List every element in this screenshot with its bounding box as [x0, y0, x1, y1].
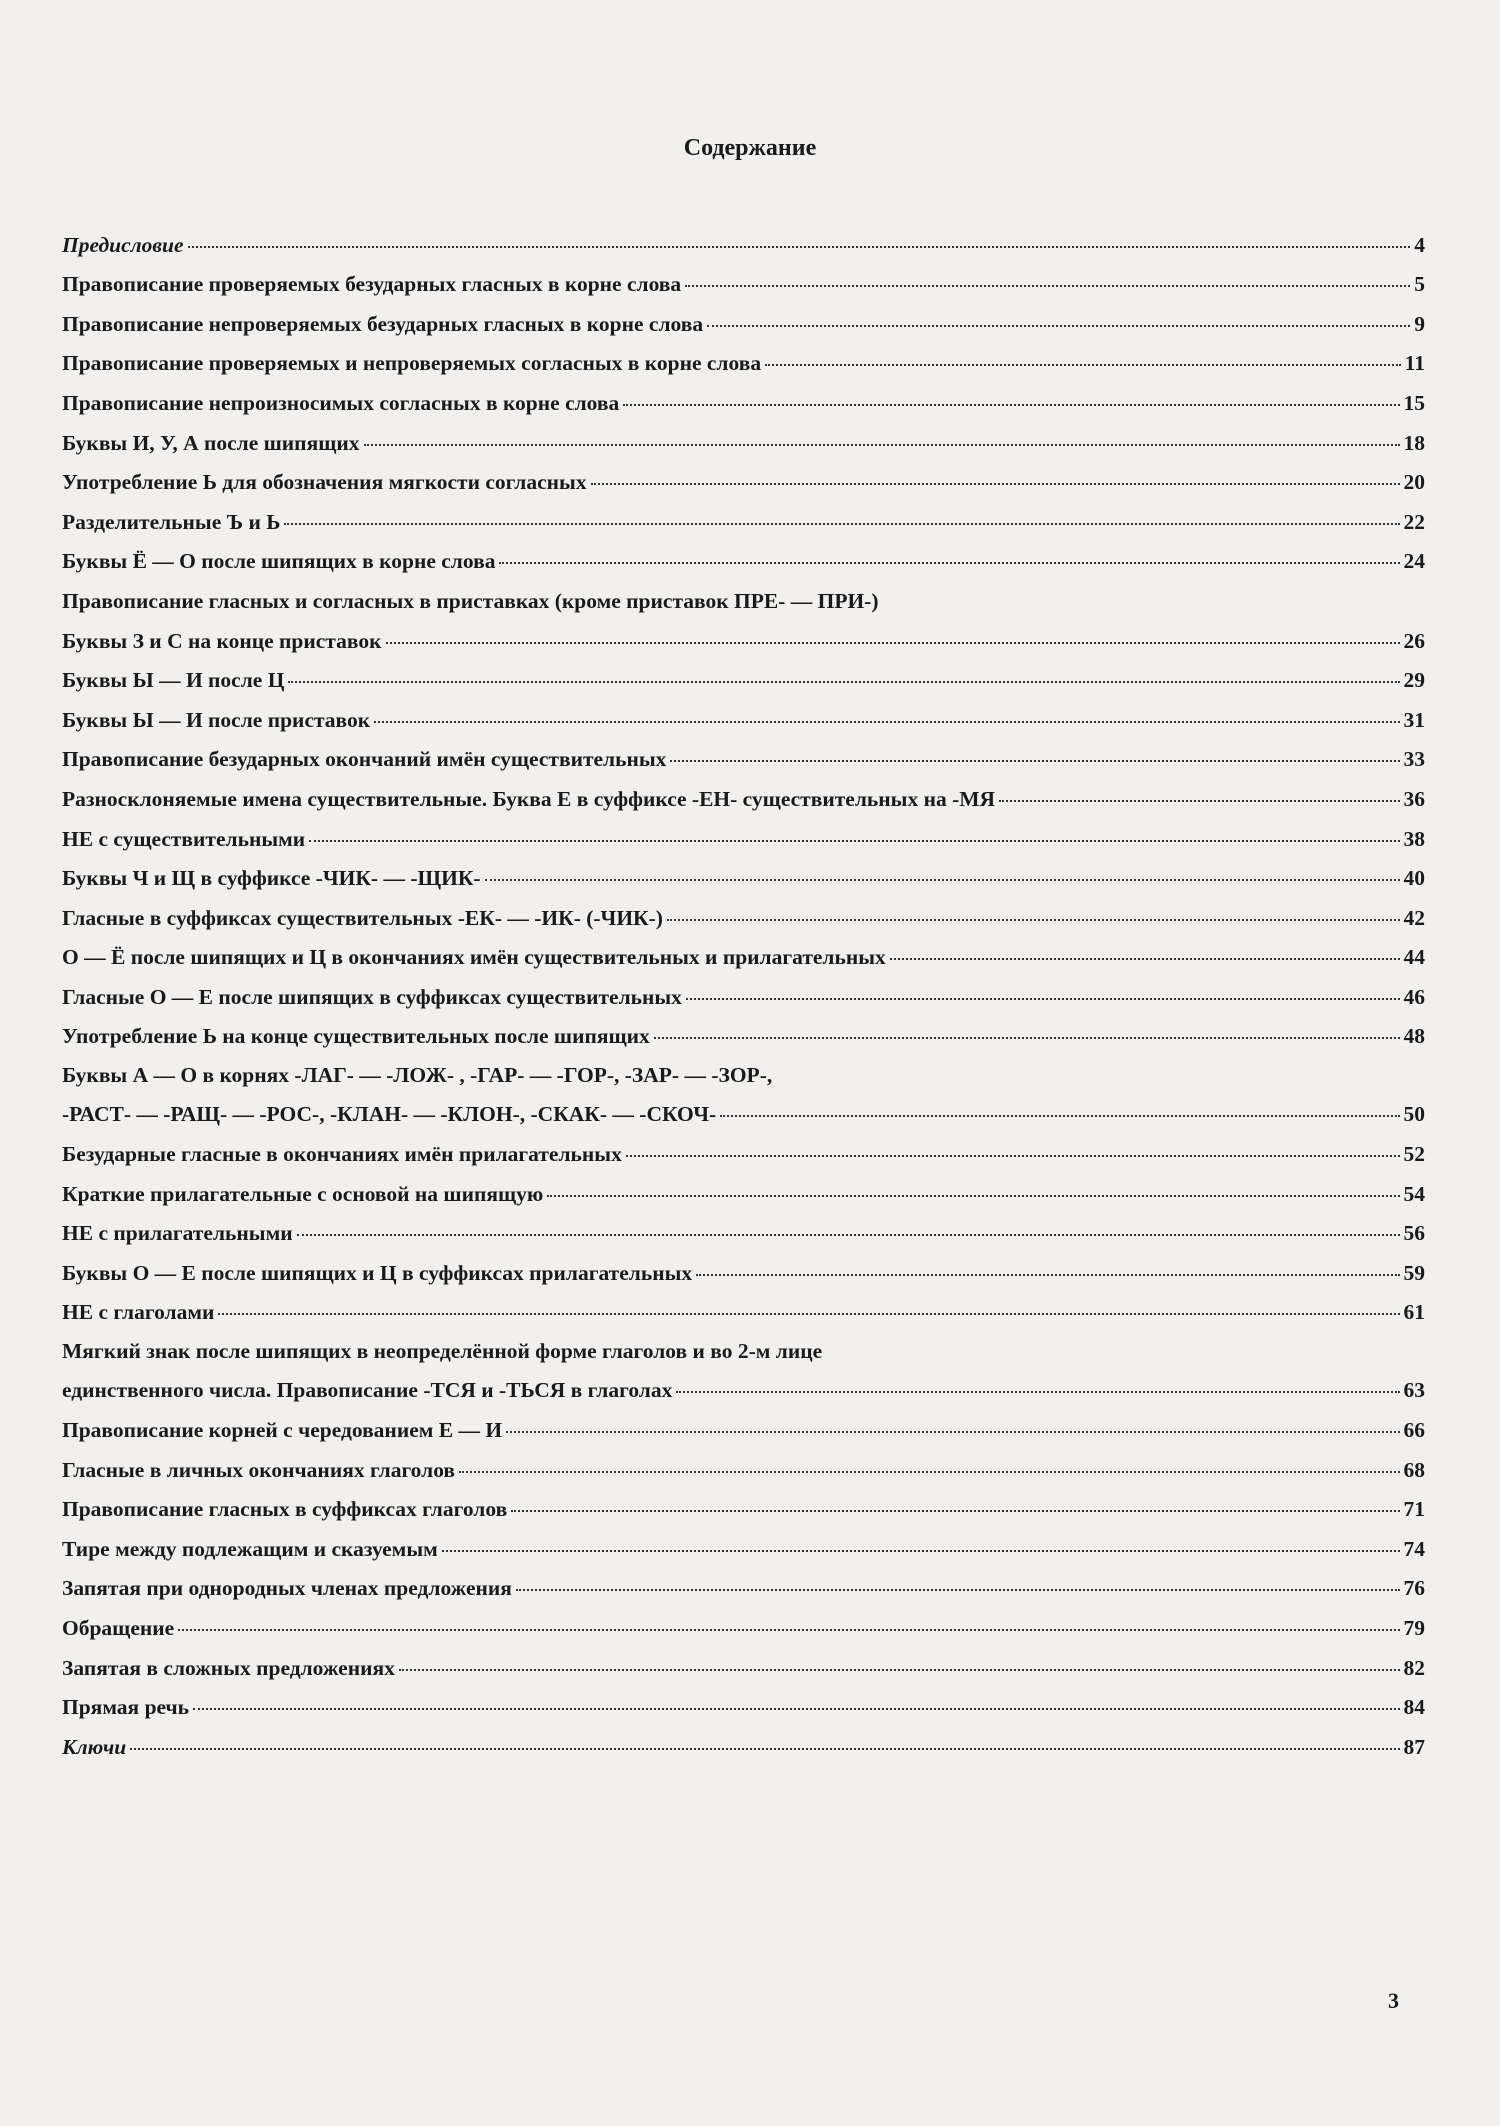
table-of-contents — [62, 224, 1425, 1766]
toc-entry — [62, 580, 1425, 620]
dot-leader — [499, 561, 1399, 564]
toc-entry-page: 59 — [1403, 1260, 1425, 1285]
toc-entry-page: 5 — [1414, 272, 1425, 297]
dot-leader — [178, 1628, 1399, 1631]
toc-entry-page: 24 — [1403, 549, 1425, 574]
toc-entry-page: 36 — [1403, 786, 1425, 811]
toc-entry — [62, 422, 1425, 462]
toc-entry-title: Буквы Ё — О после шипящих в корне слова — [62, 549, 496, 574]
toc-entry-page: 38 — [1403, 826, 1425, 851]
dot-leader — [685, 284, 1410, 287]
toc-entry-page: 84 — [1403, 1695, 1425, 1720]
toc-entry-title: Мягкий знак после шипящих в неопределённой форме глаголов и во 2-м лице — [62, 1339, 823, 1364]
toc-entry-page: 44 — [1403, 945, 1425, 970]
toc-entry-title: Разделительные Ъ и Ь — [62, 509, 281, 534]
toc-entry-title: Гласные в суффиксах существительных -ЕК- — -ИК- (-ЧИК-) — [62, 905, 663, 930]
toc-entry — [62, 937, 1425, 977]
toc-entry — [62, 1133, 1425, 1173]
toc-entry-page: 40 — [1403, 866, 1425, 891]
dot-leader — [485, 878, 1400, 881]
dot-leader — [686, 997, 1400, 1000]
toc-entry-page: 42 — [1403, 905, 1425, 930]
toc-entry — [62, 501, 1425, 541]
toc-entry — [62, 897, 1425, 937]
dot-leader — [130, 1747, 1399, 1750]
toc-entry — [62, 382, 1425, 422]
dot-leader — [288, 680, 1399, 683]
dot-leader — [670, 759, 1399, 762]
dot-leader — [284, 522, 1399, 525]
toc-entry-title-continued: единственного числа. Правописание -ТСЯ и -ТЬСЯ в глаголах — [62, 1378, 673, 1403]
toc-entry-title: Запятая в сложных предложениях — [62, 1655, 395, 1680]
toc-entry-title: Буквы Ы — И после Ц — [62, 668, 285, 693]
toc-entry — [62, 343, 1425, 383]
toc-entry-title: Правописание гласных в суффиксах глаголов — [62, 1497, 508, 1522]
toc-entry — [62, 1726, 1425, 1766]
dot-leader — [547, 1194, 1399, 1197]
dot-leader — [591, 482, 1400, 485]
toc-entry-title: Буквы И, У, А после шипящих — [62, 430, 360, 455]
toc-entry-page: 31 — [1403, 707, 1425, 732]
toc-entry-page: 33 — [1403, 747, 1425, 772]
toc-entry — [62, 818, 1425, 858]
toc-entry-title: Буквы О — Е после шипящих и Ц в суффиксах прилагательных — [62, 1260, 693, 1285]
dot-leader — [890, 957, 1400, 960]
dot-leader — [720, 1114, 1399, 1117]
toc-entry-title: Безударные гласные в окончаниях имён прилагательных — [62, 1142, 622, 1167]
toc-entry-page: 50 — [1403, 1102, 1425, 1127]
toc-entry-title: Употребление Ь для обозначения мягкости согласных — [62, 470, 587, 495]
dot-leader — [626, 1154, 1400, 1157]
toc-entry — [62, 1055, 1425, 1133]
toc-entry-title: НЕ с прилагательными — [62, 1221, 293, 1246]
toc-entry-page: 79 — [1403, 1616, 1425, 1640]
dot-leader — [188, 245, 1411, 248]
dot-leader — [374, 720, 1399, 723]
dot-leader — [516, 1588, 1400, 1591]
toc-entry-title: Правописание корней с чередованием Е — И — [62, 1418, 503, 1443]
toc-entry — [62, 1528, 1425, 1568]
toc-entry-title: Буквы А — О в корнях -ЛАГ- — -ЛОЖ- , -ГАР- — -ГОР-, -ЗАР- — -ЗОР-, — [62, 1063, 773, 1088]
dot-leader — [511, 1509, 1399, 1512]
toc-entry-page: 4 — [1414, 232, 1425, 257]
toc-entry — [62, 1331, 1425, 1409]
dot-leader — [364, 443, 1400, 446]
toc-entry-title: Правописание безударных окончаний имён существительных — [62, 747, 667, 772]
toc-entry — [62, 1687, 1425, 1727]
dot-leader — [623, 403, 1399, 406]
toc-entry-page: 61 — [1403, 1300, 1425, 1325]
dot-leader — [654, 1036, 1400, 1039]
toc-entry — [62, 620, 1425, 660]
toc-entry — [62, 541, 1425, 581]
toc-entry-title: Прямая речь — [62, 1695, 190, 1720]
dot-leader — [442, 1549, 1400, 1552]
toc-entry-title: Правописание гласных и согласных в приставках (кроме приставок ПРЕ- — ПРИ-) — [62, 588, 879, 613]
toc-entry-page: 29 — [1403, 668, 1425, 693]
toc-entry-title-continued: -РАСТ- — -РАЩ- — -РОС-, -КЛАН- — -КЛОН-, -СКАК- — -СКОЧ- — [62, 1102, 717, 1127]
toc-entry-title: Тире между подлежащим и сказуемым — [62, 1536, 438, 1561]
toc-entry-title: Запятая при однородных членах предложения — [62, 1576, 512, 1601]
toc-entry-page: 82 — [1403, 1655, 1425, 1680]
dot-leader — [707, 324, 1410, 327]
toc-entry-page: 76 — [1403, 1576, 1425, 1601]
toc-entry — [62, 778, 1425, 818]
toc-entry — [62, 1252, 1425, 1292]
toc-entry — [62, 976, 1425, 1016]
toc-entry-title: Правописание проверяемых и непроверяемых согласных в корне слова — [62, 351, 762, 376]
toc-entry-page: 11 — [1404, 351, 1425, 376]
toc-entry-page: 18 — [1403, 430, 1425, 455]
dot-leader — [506, 1430, 1399, 1433]
dot-leader — [696, 1273, 1399, 1276]
dot-leader — [297, 1233, 1400, 1236]
toc-entry-title: Правописание проверяемых безударных гласных в корне слова — [62, 272, 682, 297]
toc-entry-page: 63 — [1403, 1378, 1425, 1403]
toc-entry — [62, 462, 1425, 502]
toc-entry-title: НЕ с глаголами — [62, 1300, 215, 1325]
toc-entry — [62, 1489, 1425, 1529]
toc-entry — [62, 858, 1425, 898]
toc-entry-page: 66 — [1403, 1418, 1425, 1443]
toc-entry-page: 74 — [1403, 1536, 1425, 1561]
dot-leader — [999, 799, 1399, 802]
toc-entry-title: Гласные О — Е после шипящих в суффиксах существительных — [62, 984, 682, 1009]
toc-entry-page: 22 — [1403, 509, 1425, 534]
toc-entry — [62, 1213, 1425, 1253]
toc-entry — [62, 660, 1425, 700]
toc-entry-title: Краткие прилагательные с основой на шипящую — [62, 1181, 544, 1206]
toc-entry-title: Предисловие — [62, 232, 184, 257]
toc-title: Содержание — [683, 135, 817, 161]
toc-entry-page: 56 — [1403, 1221, 1425, 1246]
toc-entry-title: Буквы З и С на конце приставок — [62, 628, 382, 653]
toc-entry-page: 15 — [1403, 390, 1425, 415]
toc-entry — [62, 1409, 1425, 1449]
toc-entry — [62, 1173, 1425, 1213]
toc-entry — [62, 1449, 1425, 1489]
toc-entry — [62, 1016, 1425, 1056]
toc-entry-title: О — Ё после шипящих и Ц в окончаниях имён существительных и прилагательных — [62, 945, 886, 970]
toc-entry — [62, 1292, 1425, 1332]
toc-entry-page: 46 — [1403, 984, 1425, 1009]
toc-entry-page: 54 — [1403, 1181, 1425, 1206]
toc-entry-title: Ключи — [62, 1734, 127, 1759]
toc-entry-title: Правописание непроизносимых согласных в корне слова — [62, 390, 620, 415]
dot-leader — [765, 363, 1401, 366]
toc-entry-page: 71 — [1403, 1497, 1425, 1522]
toc-entry-title: Обращение — [62, 1616, 175, 1640]
toc-entry-page: 20 — [1403, 470, 1425, 495]
toc-entry — [62, 739, 1425, 779]
page-number: 3 — [1388, 1988, 1399, 2013]
toc-entry — [62, 1568, 1425, 1608]
toc-entry-title: Разносклоняемые имена существительные. Буква Е в суффиксе -ЕН- существительных на -МЯ — [62, 786, 996, 811]
toc-entry-page: 68 — [1403, 1457, 1425, 1482]
dot-leader — [459, 1470, 1399, 1473]
toc-entry — [62, 264, 1425, 304]
toc-entry-title: Буквы Ч и Щ в суффиксе -ЧИК- — -ЩИК- — [62, 866, 481, 891]
dot-leader — [193, 1707, 1399, 1710]
toc-entry-title: Употребление Ь на конце существительных после шипящих — [62, 1024, 650, 1049]
toc-entry-title: Гласные в личных окончаниях глаголов — [62, 1457, 456, 1482]
toc-entry-page: 87 — [1403, 1734, 1425, 1759]
toc-entry — [62, 1647, 1425, 1687]
toc-entry-page: 48 — [1403, 1024, 1425, 1049]
dot-leader — [218, 1312, 1399, 1315]
toc-entry-page: 9 — [1414, 311, 1425, 336]
toc-entry-page: 52 — [1403, 1142, 1425, 1167]
toc-entry — [62, 224, 1425, 264]
toc-entry — [62, 303, 1425, 343]
toc-entry-title: НЕ с существительными — [62, 826, 306, 851]
toc-entry-title: Буквы Ы — И после приставок — [62, 707, 371, 732]
dot-leader — [676, 1390, 1399, 1393]
dot-leader — [667, 918, 1400, 921]
toc-entry-page: 26 — [1403, 628, 1425, 653]
dot-leader — [399, 1668, 1400, 1671]
toc-entry — [62, 699, 1425, 739]
dot-leader — [386, 641, 1400, 644]
toc-entry-title: Правописание непроверяемых безударных гласных в корне слова — [62, 311, 704, 336]
dot-leader — [309, 839, 1399, 842]
toc-entry — [62, 1607, 1425, 1647]
